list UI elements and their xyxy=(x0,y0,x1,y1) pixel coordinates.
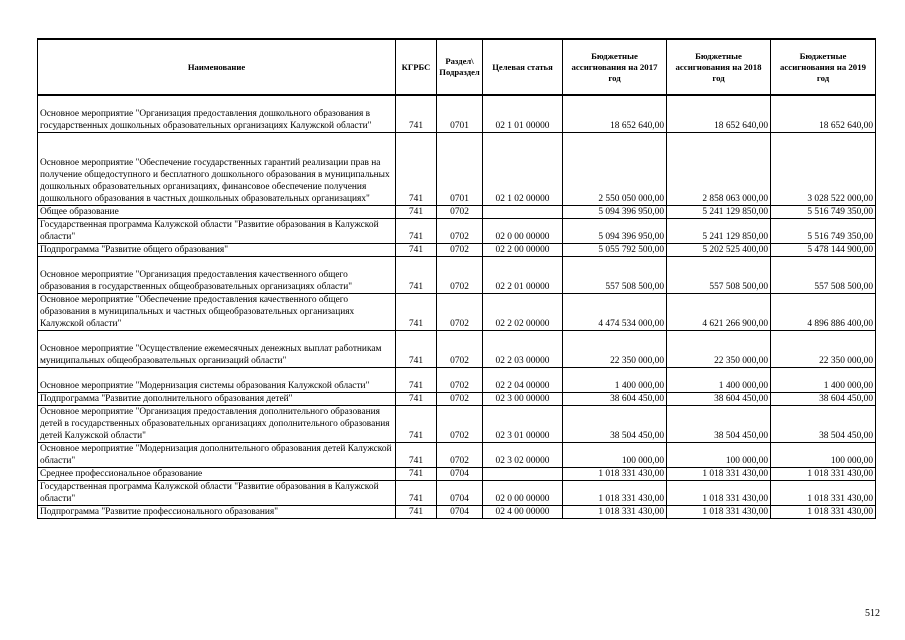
row-2018: 38 604 450,00 xyxy=(667,393,771,406)
row-section: 0701 xyxy=(437,133,483,206)
row-kgrbs: 741 xyxy=(396,219,437,244)
row-2019: 4 896 886 400,00 xyxy=(771,294,876,331)
row-name: Основное мероприятие "Модернизация дополнительного образования детей Калужской области" xyxy=(38,443,396,468)
row-kgrbs: 741 xyxy=(396,406,437,443)
row-2018: 557 508 500,00 xyxy=(667,257,771,294)
row-section: 0702 xyxy=(437,443,483,468)
table-row xyxy=(38,368,876,393)
row-kgrbs: 741 xyxy=(396,368,437,393)
table-header-row xyxy=(38,39,876,95)
row-kgrbs: 741 xyxy=(396,257,437,294)
row-kgrbs: 741 xyxy=(396,443,437,468)
row-section: 0702 xyxy=(437,206,483,219)
row-2017: 22 350 000,00 xyxy=(563,331,667,368)
row-2018: 22 350 000,00 xyxy=(667,331,771,368)
table-row xyxy=(38,219,876,244)
row-2017: 38 604 450,00 xyxy=(563,393,667,406)
row-target: 02 3 02 00000 xyxy=(483,443,563,468)
row-kgrbs: 741 xyxy=(396,481,437,506)
row-section: 0702 xyxy=(437,257,483,294)
row-2018: 18 652 640,00 xyxy=(667,95,771,133)
row-section: 0701 xyxy=(437,95,483,133)
row-target: 02 2 02 00000 xyxy=(483,294,563,331)
row-section: 0704 xyxy=(437,468,483,481)
row-2019: 5 516 749 350,00 xyxy=(771,219,876,244)
row-2019: 557 508 500,00 xyxy=(771,257,876,294)
row-2017: 18 652 640,00 xyxy=(563,95,667,133)
table-row xyxy=(38,506,876,519)
row-2018: 100 000,00 xyxy=(667,443,771,468)
row-2017: 100 000,00 xyxy=(563,443,667,468)
row-2019: 1 018 331 430,00 xyxy=(771,481,876,506)
row-section: 0704 xyxy=(437,481,483,506)
row-2018: 2 858 063 000,00 xyxy=(667,133,771,206)
table-row xyxy=(38,206,876,219)
row-section: 0702 xyxy=(437,294,483,331)
row-2018: 5 202 525 400,00 xyxy=(667,244,771,257)
table-row xyxy=(38,443,876,468)
row-section: 0704 xyxy=(437,506,483,519)
row-2019: 1 018 331 430,00 xyxy=(771,468,876,481)
row-2017: 5 094 396 950,00 xyxy=(563,206,667,219)
table-row xyxy=(38,133,876,206)
table-row xyxy=(38,393,876,406)
row-target xyxy=(483,206,563,219)
page-number: 512 xyxy=(865,608,880,619)
row-target: 02 1 01 00000 xyxy=(483,95,563,133)
row-2018: 4 621 266 900,00 xyxy=(667,294,771,331)
row-name: Основное мероприятие "Организация предоставления качественного общего образования в государственных общеобразовательных организациях области" xyxy=(38,257,396,294)
row-2019: 5 516 749 350,00 xyxy=(771,206,876,219)
row-section: 0702 xyxy=(437,368,483,393)
row-2017: 1 018 331 430,00 xyxy=(563,506,667,519)
row-kgrbs: 741 xyxy=(396,393,437,406)
row-kgrbs: 741 xyxy=(396,244,437,257)
row-section: 0702 xyxy=(437,331,483,368)
row-2019: 1 400 000,00 xyxy=(771,368,876,393)
header-kgrbs: КГРБС xyxy=(396,39,437,95)
row-2019: 3 028 522 000,00 xyxy=(771,133,876,206)
row-2018: 1 400 000,00 xyxy=(667,368,771,393)
row-2017: 2 550 050 000,00 xyxy=(563,133,667,206)
row-name: Основное мероприятие "Обеспечение государственных гарантий реализации прав на получение общедоступного и бесплатного дошкольного образования в муниципальных дошкольных образовательных организациях, финансовое обеспечение получения дошкольного образования в частных дошкольных образовательных организациях" xyxy=(38,133,396,206)
row-target xyxy=(483,468,563,481)
row-kgrbs: 741 xyxy=(396,133,437,206)
row-target: 02 4 00 00000 xyxy=(483,506,563,519)
table-row xyxy=(38,481,876,506)
header-section: Раздел\ Подраздел xyxy=(437,39,483,95)
row-2019: 5 478 144 900,00 xyxy=(771,244,876,257)
row-name: Государственная программа Калужской области "Развитие образования в Калужской области" xyxy=(38,219,396,244)
row-2017: 4 474 534 000,00 xyxy=(563,294,667,331)
row-kgrbs: 741 xyxy=(396,506,437,519)
row-kgrbs: 741 xyxy=(396,95,437,133)
row-kgrbs: 741 xyxy=(396,331,437,368)
row-2018: 5 241 129 850,00 xyxy=(667,219,771,244)
row-2017: 1 018 331 430,00 xyxy=(563,481,667,506)
row-kgrbs: 741 xyxy=(396,206,437,219)
row-target: 02 0 00 00000 xyxy=(483,219,563,244)
row-target: 02 2 03 00000 xyxy=(483,331,563,368)
row-section: 0702 xyxy=(437,244,483,257)
row-name: Основное мероприятие "Модернизация системы образования Калужской области" xyxy=(38,368,396,393)
row-2017: 38 504 450,00 xyxy=(563,406,667,443)
row-2018: 1 018 331 430,00 xyxy=(667,481,771,506)
header-2019: Бюджетные ассигнования на 2019 год xyxy=(771,39,876,95)
row-name: Подпрограмма "Развитие профессионального образования" xyxy=(38,506,396,519)
row-2019: 22 350 000,00 xyxy=(771,331,876,368)
table-row xyxy=(38,468,876,481)
row-target: 02 3 01 00000 xyxy=(483,406,563,443)
table-row xyxy=(38,257,876,294)
row-name: Подпрограмма "Развитие дополнительного образования детей" xyxy=(38,393,396,406)
row-2018: 1 018 331 430,00 xyxy=(667,468,771,481)
header-2017: Бюджетные ассигнования на 2017 год xyxy=(563,39,667,95)
row-2017: 557 508 500,00 xyxy=(563,257,667,294)
row-target: 02 3 00 00000 xyxy=(483,393,563,406)
row-name: Общее образование xyxy=(38,206,396,219)
row-name: Основное мероприятие "Организация предоставления дополнительного образования детей в государственных образовательных организациях дополнительного образования детей Калужской области" xyxy=(38,406,396,443)
row-2019: 100 000,00 xyxy=(771,443,876,468)
row-2019: 18 652 640,00 xyxy=(771,95,876,133)
header-2018: Бюджетные ассигнования на 2018 год xyxy=(667,39,771,95)
row-2019: 1 018 331 430,00 xyxy=(771,506,876,519)
row-target: 02 1 02 00000 xyxy=(483,133,563,206)
row-2019: 38 604 450,00 xyxy=(771,393,876,406)
row-2019: 38 504 450,00 xyxy=(771,406,876,443)
row-2018: 38 504 450,00 xyxy=(667,406,771,443)
row-target: 02 2 04 00000 xyxy=(483,368,563,393)
row-2017: 1 018 331 430,00 xyxy=(563,468,667,481)
budget-table xyxy=(37,38,876,519)
table-row xyxy=(38,244,876,257)
row-section: 0702 xyxy=(437,393,483,406)
row-name: Основное мероприятие "Обеспечение предоставления качественного общего образования в муниципальных и частных общеобразовательных организациях Калужской области" xyxy=(38,294,396,331)
row-target: 02 2 00 00000 xyxy=(483,244,563,257)
row-2018: 1 018 331 430,00 xyxy=(667,506,771,519)
row-name: Основное мероприятие "Организация предоставления дошкольного образования в государственных дошкольных образовательных организациях Калужской области" xyxy=(38,95,396,133)
row-kgrbs: 741 xyxy=(396,468,437,481)
header-name: Наименование xyxy=(38,39,396,95)
row-2017: 5 055 792 500,00 xyxy=(563,244,667,257)
row-2017: 1 400 000,00 xyxy=(563,368,667,393)
row-target: 02 0 00 00000 xyxy=(483,481,563,506)
row-kgrbs: 741 xyxy=(396,294,437,331)
row-name: Подпрограмма "Развитие общего образования" xyxy=(38,244,396,257)
row-section: 0702 xyxy=(437,219,483,244)
row-name: Основное мероприятие "Осуществление ежемесячных денежных выплат работникам муниципальных общеобразовательных организаций области" xyxy=(38,331,396,368)
header-target: Целевая статья xyxy=(483,39,563,95)
table-row xyxy=(38,406,876,443)
table-row xyxy=(38,331,876,368)
row-name: Государственная программа Калужской области "Развитие образования в Калужской области" xyxy=(38,481,396,506)
row-2017: 5 094 396 950,00 xyxy=(563,219,667,244)
row-name: Среднее профессиональное образование xyxy=(38,468,396,481)
row-target: 02 2 01 00000 xyxy=(483,257,563,294)
row-2018: 5 241 129 850,00 xyxy=(667,206,771,219)
row-section: 0702 xyxy=(437,406,483,443)
table-row xyxy=(38,294,876,331)
table-row xyxy=(38,95,876,133)
